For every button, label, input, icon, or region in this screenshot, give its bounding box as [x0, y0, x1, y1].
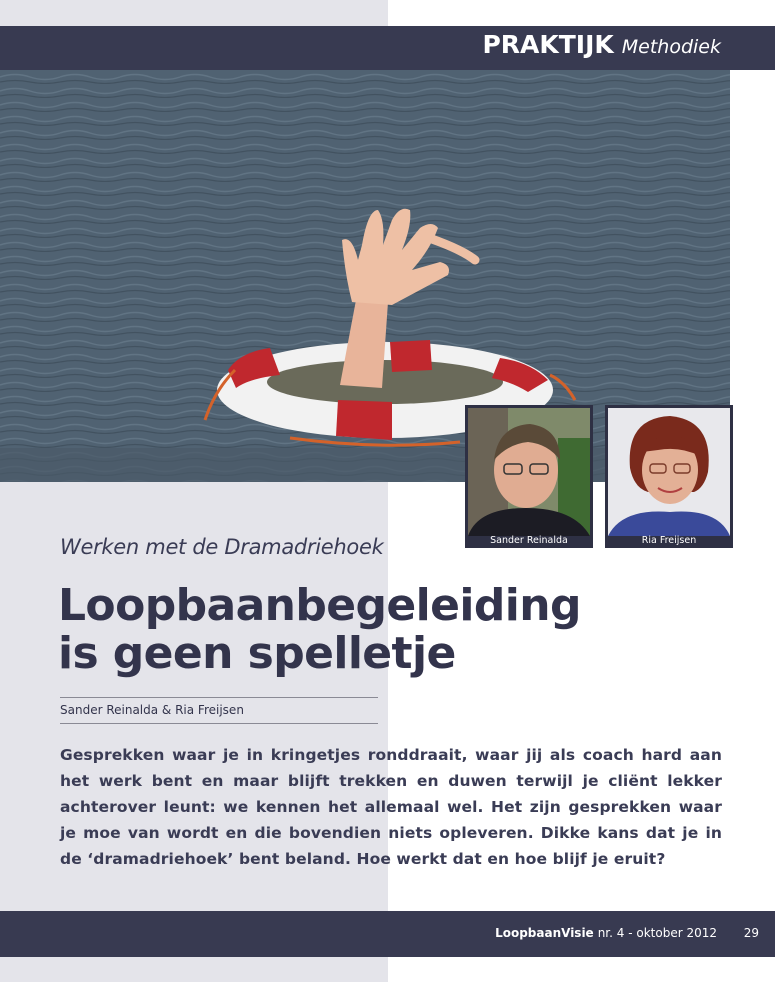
page-number: 29: [743, 926, 759, 940]
article-title: [58, 582, 678, 678]
author-photo-ria: [605, 405, 733, 548]
portrait-man-image: [468, 408, 590, 536]
title-line-2: is geen spelletje: [58, 628, 456, 679]
article-kicker: Werken met de Dramadriehoek: [60, 535, 384, 559]
magazine-name: LoopbaanVisie: [495, 926, 594, 940]
issue-info: nr. 4 - oktober 2012: [597, 926, 717, 940]
author-photo-sander: [465, 405, 593, 548]
divider: [60, 723, 378, 724]
divider: [60, 697, 378, 698]
title-line-1: Loopbaanbegeleiding: [58, 580, 581, 631]
section-heading: [482, 30, 721, 59]
footer-publication: [495, 926, 717, 940]
byline: Sander Reinalda & Ria Freijsen: [60, 703, 244, 717]
author-caption: Ria Freijsen: [641, 535, 697, 546]
article-intro: Gesprekken waar je in kringetjes ronddraait, waar jij als coach hard aan het werk bent en maar blijft trekken en duwen terwijl je cliënt lekker achterover leunt: we kennen het allemaal wel. Het zijn gesprekken waar je moe van wordt en die bovendien niets opleveren. Dikke kans dat je in de ‘dramadriehoek’ bent beland. Hoe werkt dat en hoe blijf je eruit?: [60, 746, 722, 868]
section-label: PRAKTIJK: [482, 30, 614, 59]
portrait-woman-image: [608, 408, 730, 536]
author-caption: Sander Reinalda: [490, 535, 568, 546]
subsection-label: Methodiek: [621, 36, 721, 58]
